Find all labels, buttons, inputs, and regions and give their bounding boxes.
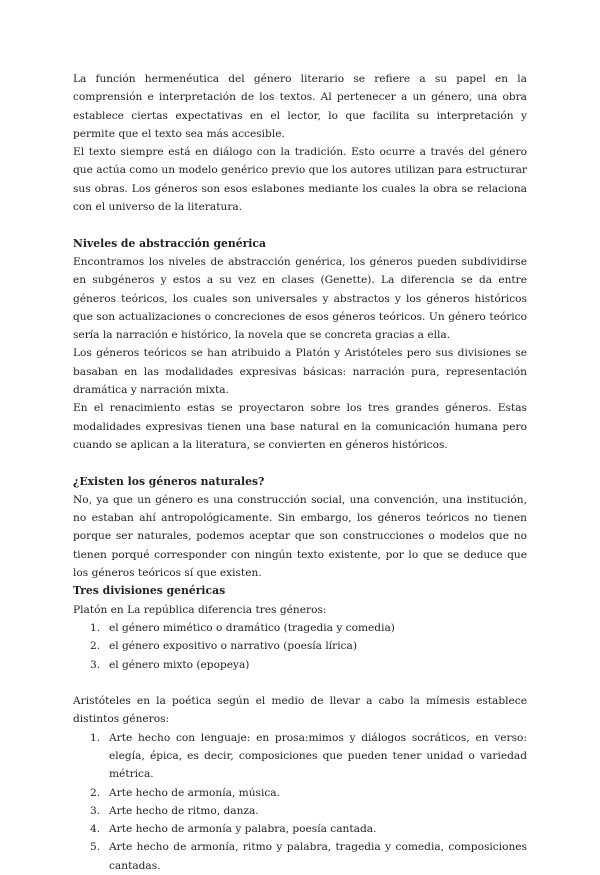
list-number: 2.: [90, 640, 101, 653]
aristoteles-intro: Aristóteles en la poética según el medio de llevar a cabo la mímesis establece distintos géneros:: [73, 695, 527, 726]
platon-intro: Platón en La república diferencia tres géneros:: [73, 603, 327, 616]
list-number: 2.: [90, 786, 101, 799]
intro-paragraph-1: La función hermenéutica del género literario se refiere a su papel en la comprensión e interpretación de los textos. Al pertenecer a un género, una obra establece ciertas expectativas en el lector, lo que facilita su interpretación y permite que el texto sea más accesible.: [73, 73, 527, 140]
niveles-paragraph-1: Encontramos los niveles de abstracción genérica, los géneros pueden subdividirse en subgéneros y estos a su vez en clases (Genette). La diferencia se da entre géneros teóricos, los cuales son universales y abstractos y los géneros históricos que son actualizaciones o concreciones de esos géneros teóricos. Un género teórico sería la narración e histórico, la novela que se concreta gracias a ella.: [73, 255, 527, 342]
list-item: [73, 729, 527, 784]
list-item-text: el género expositivo o narrativo (poesía lírica): [109, 640, 357, 653]
aristoteles-list: [73, 729, 527, 875]
platon-list: [73, 619, 527, 674]
list-item: [73, 784, 527, 802]
list-item-text: Arte hecho con lenguaje: en prosa:mimos y diálogos socráticos, en verso: elegía, épica, es decir, composiciones que pueden tener unidad o variedad métrica.: [109, 731, 527, 781]
section-spacer: [73, 216, 527, 234]
list-item-text: Arte hecho de armonía, música.: [109, 786, 280, 799]
naturales-paragraph-1: No, ya que un género es una construcción social, una convención, una institución, no estaban ahí antropológicamente. Sin embargo, los géneros teóricos no tienen porque ser naturales, podemos aceptar que son construcciones o modelos que no tienen porqué corresponder con ningún texto existente, por lo que se deduce que los géneros teóricos sí que existen.: [73, 493, 527, 580]
list-item-text: Arte hecho de ritmo, danza.: [109, 804, 259, 817]
list-item-text: el género mimético o dramático (tragedia y comedia): [109, 621, 395, 634]
heading-divisiones: Tres divisiones genéricas: [73, 584, 226, 598]
list-item: [73, 820, 527, 838]
list-number: 4.: [90, 823, 101, 836]
list-item-text: el género mixto (epopeya): [109, 658, 250, 671]
list-item: [73, 802, 527, 820]
list-number: 3.: [90, 804, 101, 817]
niveles-paragraph-3: En el renacimiento estas se proyectaron sobre los tres grandes géneros. Estas modalidades expresivas tienen una base natural en la comunicación humana pero cuando se aplican a la literatura, se convierten en géneros históricos.: [73, 402, 527, 451]
list-item: [73, 619, 527, 637]
section-spacer: [73, 674, 527, 692]
section-spacer: [73, 454, 527, 472]
list-item: [73, 656, 527, 674]
list-number: 1.: [90, 731, 101, 744]
intro-paragraph-2: El texto siempre está en diálogo con la tradición. Esto ocurre a través del género que actúa como un modelo genérico previo que los autores utilizan para estructurar sus obras. Los géneros son esos eslabones mediante los cuales la obra se relaciona con el universo de la literatura.: [73, 146, 527, 214]
list-item: [73, 637, 527, 655]
list-number: 1.: [90, 621, 101, 634]
list-item-text: Arte hecho de armonía, ritmo y palabra, tragedia y comedia, composiciones cantadas.: [109, 841, 527, 872]
list-item-text: Arte hecho de armonía y palabra, poesía cantada.: [109, 823, 377, 836]
list-item: [73, 838, 527, 875]
heading-naturales: ¿Existen los géneros naturales?: [73, 474, 265, 488]
list-number: 3.: [90, 658, 101, 671]
list-number: 5.: [90, 841, 101, 854]
document-body: [73, 70, 527, 875]
heading-niveles: Niveles de abstracción genérica: [73, 236, 266, 250]
niveles-paragraph-2: Los géneros teóricos se han atribuido a Platón y Aristóteles pero sus divisiones se basaban en las modalidades expresivas básicas: narración pura, representación dramática y narración mixta.: [73, 347, 527, 397]
